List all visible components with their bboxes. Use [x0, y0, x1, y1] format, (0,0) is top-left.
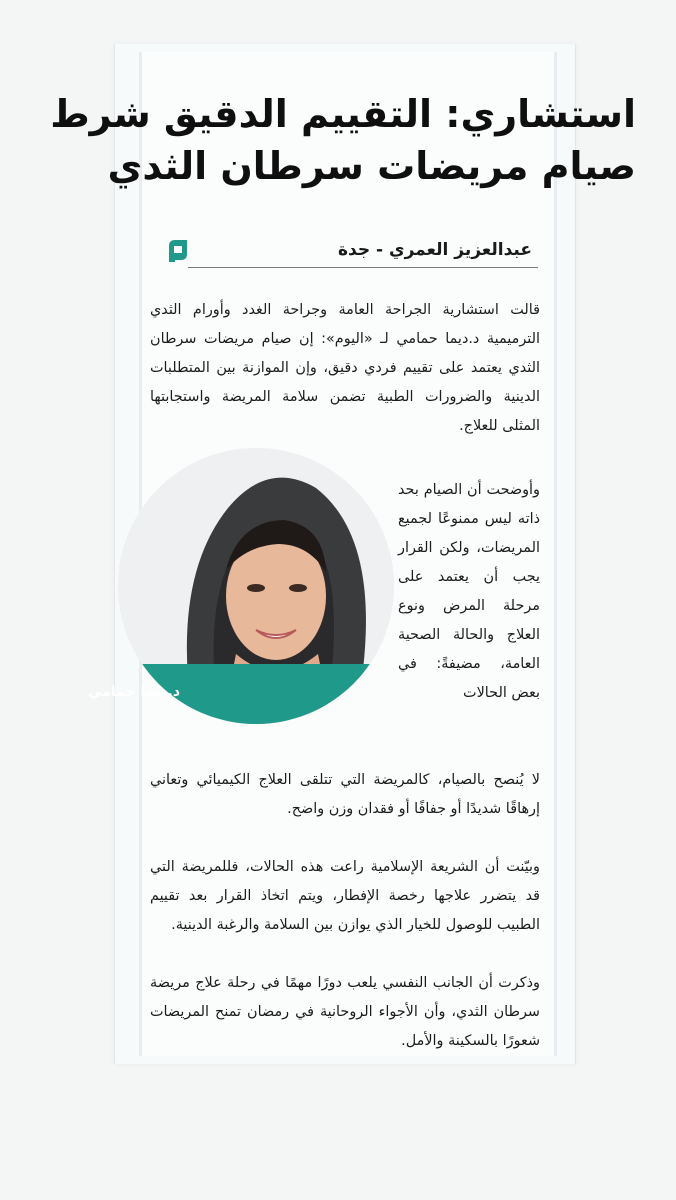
paragraph-4 [150, 853, 540, 940]
paragraph-5-text: وذكرت أن الجانب النفسي يلعب دورًا مهمًا في رحلة علاج مريضة سرطان الثدي، وأن الأجواء الروحانية في رمضان تمنح المريضات شعورًا بالسكينة والأمل. [150, 975, 540, 1049]
paragraph-2-text: وأوضحت أن الصيام بحد ذاته ليس ممنوعًا لجميع المريضات، ولكن القرار يجب أن يعتمد على مرحلة المرض ونوع العلاج والحالة الصحية العامة، مضيفةً: في بعض الحالات [398, 482, 540, 701]
headline-line-1: استشاري: التقييم الدقيق شرط [50, 92, 636, 136]
photo-caption: د.ديما حمامي [88, 684, 181, 700]
paragraph-3-text: لا يُنصح بالصيام، كالمريضة التي تتلقى العلاج الكيميائي وتعاني إرهاقًا شديدًا أو جفافًا أو فقدان وزن واضح. [150, 772, 540, 817]
paragraph-3 [150, 766, 540, 824]
byline-row [166, 236, 538, 270]
paragraph-5 [150, 969, 540, 1056]
paragraph-2 [398, 476, 540, 708]
headline-line-2: صيام مريضات سرطان الثدي [107, 144, 636, 188]
author-photo [118, 448, 394, 724]
paragraph-1-text: قالت استشارية الجراحة العامة وجراحة الغدد وأورام الثدي الترميمية د.ديما حمامي لـ «اليوم»: إن صيام مريضات سرطان الثدي يعتمد على تقييم فردي دقيق، وإن الموازنة بين المتطلبات الدينية والضرورات الطبية تضمن سلامة المريضة واستجابتها المثلى للعلاج. [150, 302, 540, 434]
alyaum-logo-icon [166, 238, 190, 264]
byline-rule [188, 267, 538, 268]
article-headline [50, 88, 636, 192]
paragraph-1 [150, 296, 540, 441]
paragraph-4-text: وبيّنت أن الشريعة الإسلامية راعت هذه الحالات، فللمريضة التي قد يتضرر علاجها رخصة الإفطار، ويتم اتخاذ القرار بعد تقييم الطبيب للوصول للخيار الذي يوازن بين السلامة والرغبة الدينية. [150, 859, 540, 933]
byline: عبدالعزيز العمري - جدة [338, 240, 532, 260]
